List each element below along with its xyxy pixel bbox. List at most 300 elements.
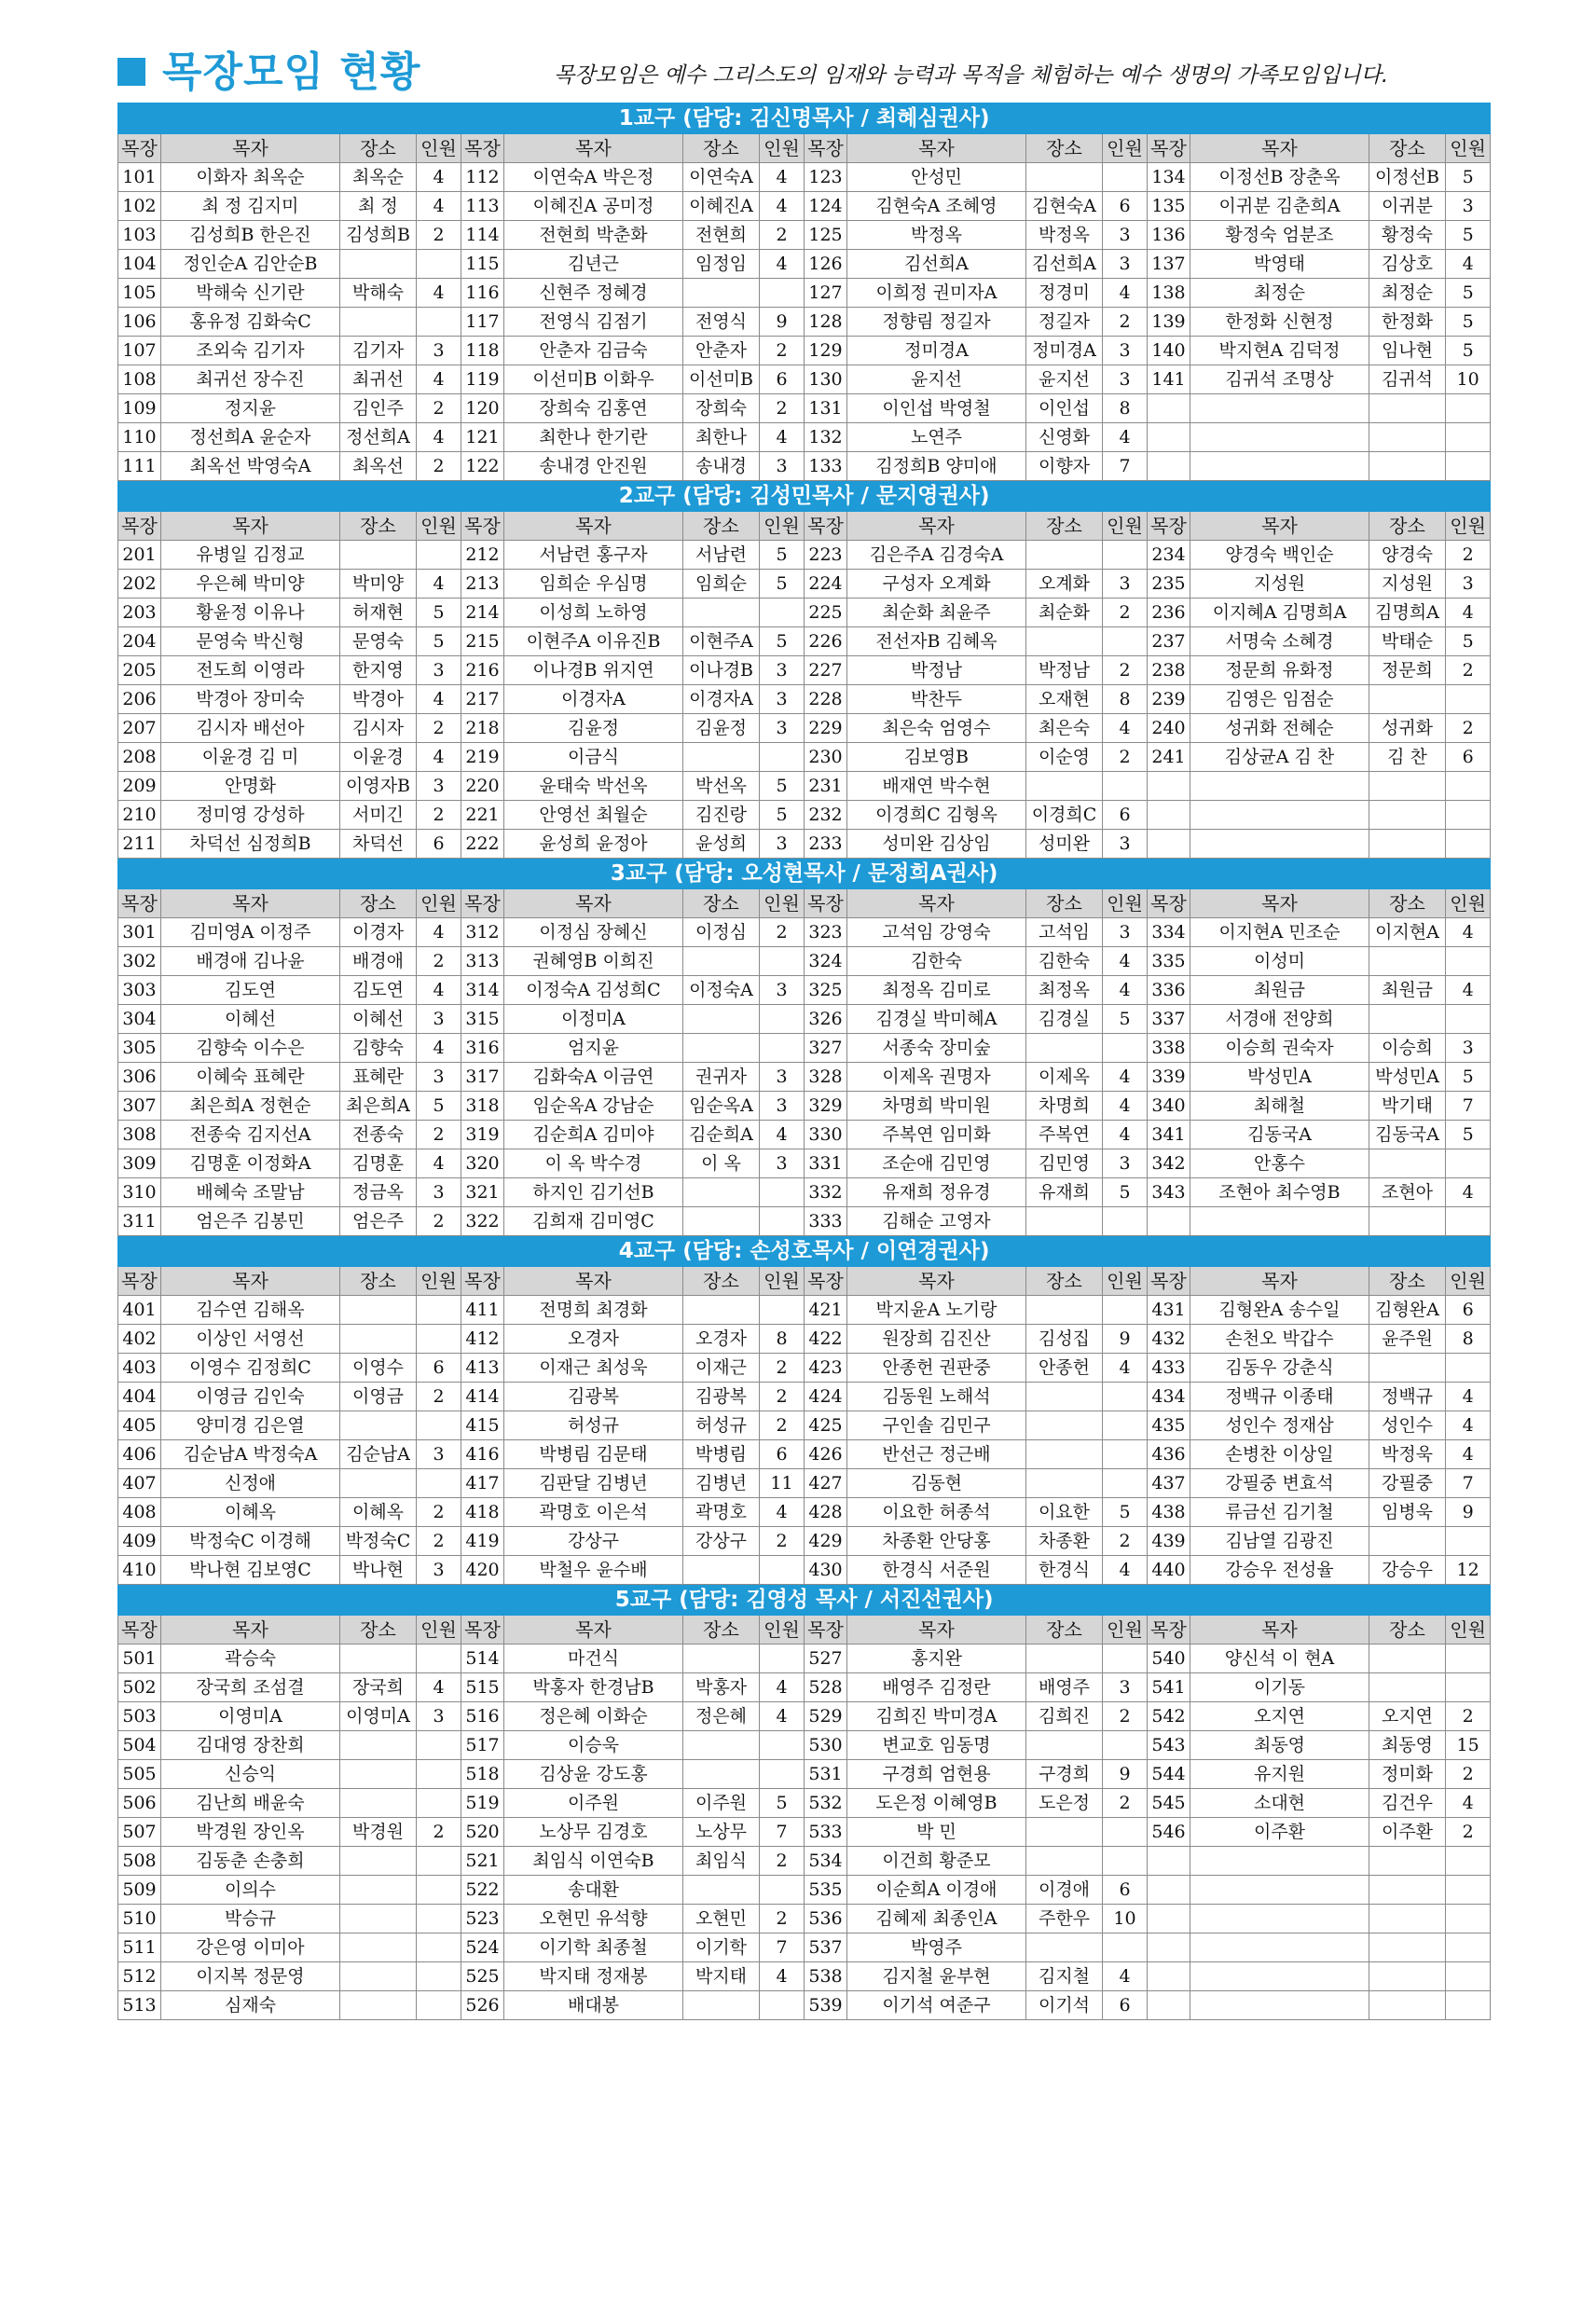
leader-cell: 안종헌 권판중 (847, 1354, 1026, 1383)
group-number-cell: 312 (461, 918, 504, 947)
group-number-cell: 523 (461, 1905, 504, 1934)
leader-cell: 강필중 변효석 (1190, 1469, 1369, 1498)
column-header: 인원 (417, 1616, 461, 1645)
column-header: 목자 (847, 1616, 1026, 1645)
column-header: 장소 (683, 134, 760, 163)
leader-cell: 정인순A 김안순B (161, 250, 340, 279)
leader-cell: 정백규 이종태 (1190, 1383, 1369, 1411)
group-number-cell (1148, 772, 1190, 801)
member-count-cell: 2 (417, 452, 461, 481)
member-count-cell (760, 1645, 805, 1673)
member-count-cell: 3 (417, 1005, 461, 1034)
leader-cell: 유병일 김정교 (161, 541, 340, 570)
place-cell: 이향자 (1026, 452, 1103, 481)
member-count-cell (1103, 1411, 1148, 1440)
member-count-cell: 5 (760, 772, 805, 801)
place-cell (340, 1934, 417, 1962)
member-count-cell: 6 (1103, 1991, 1148, 2020)
place-cell: 김진랑 (683, 801, 760, 830)
table-row (118, 1034, 1491, 1063)
member-count-cell: 4 (417, 570, 461, 599)
place-cell: 김상호 (1369, 250, 1446, 279)
place-cell: 최원금 (1369, 976, 1446, 1005)
leader-cell: 소대현 (1190, 1789, 1369, 1818)
place-cell (1026, 1383, 1103, 1411)
group-number-cell (1148, 1962, 1190, 1991)
district-title-row (118, 1585, 1491, 1616)
leader-cell: 성귀화 전혜순 (1190, 714, 1369, 743)
group-number-cell: 226 (805, 627, 847, 656)
column-header: 인원 (760, 889, 805, 918)
column-header-row (118, 1267, 1491, 1296)
member-count-cell: 4 (1103, 1354, 1148, 1383)
member-count-cell: 4 (760, 1702, 805, 1731)
leader-cell: 강승우 전성율 (1190, 1556, 1369, 1585)
group-number-cell: 545 (1148, 1789, 1190, 1818)
member-count-cell: 3 (1103, 250, 1148, 279)
place-cell (1369, 830, 1446, 859)
member-count-cell: 3 (417, 1440, 461, 1469)
member-count-cell: 2 (417, 1383, 461, 1411)
member-count-cell: 15 (1446, 1731, 1491, 1760)
table-row (118, 1702, 1491, 1731)
group-number-cell: 219 (461, 743, 504, 772)
place-cell (683, 1731, 760, 1760)
place-cell: 김명희A (1369, 599, 1446, 627)
place-cell: 김순남A (340, 1440, 417, 1469)
leader-cell: 최해철 (1190, 1092, 1369, 1121)
member-count-cell (1103, 1645, 1148, 1673)
leader-cell (1190, 1934, 1369, 1962)
group-number-cell: 405 (118, 1411, 161, 1440)
place-cell: 이영수 (340, 1354, 417, 1383)
leader-cell: 박지현A 김덕정 (1190, 337, 1369, 365)
leader-cell: 이지복 정문영 (161, 1962, 340, 1991)
group-number-cell: 525 (461, 1962, 504, 1991)
page-title: 목장모임 현황 (162, 48, 421, 96)
leader-cell: 차명희 박미원 (847, 1092, 1026, 1121)
leader-cell: 이기학 최종철 (504, 1934, 683, 1962)
table-row (118, 452, 1491, 481)
place-cell: 정미화 (1369, 1760, 1446, 1789)
group-number-cell: 540 (1148, 1645, 1190, 1673)
group-number-cell: 212 (461, 541, 504, 570)
leader-cell: 장희숙 김홍연 (504, 394, 683, 423)
column-header-row (118, 134, 1491, 163)
group-number-cell: 526 (461, 1991, 504, 2020)
place-cell (1369, 1149, 1446, 1178)
leader-cell: 박영주 (847, 1934, 1026, 1962)
member-count-cell (1446, 947, 1491, 976)
member-count-cell: 5 (1446, 1063, 1491, 1092)
member-count-cell: 6 (417, 830, 461, 859)
place-cell: 주한우 (1026, 1905, 1103, 1934)
member-count-cell: 3 (760, 1092, 805, 1121)
member-count-cell: 4 (1103, 1092, 1148, 1121)
leader-cell: 노상무 김경호 (504, 1818, 683, 1847)
leader-cell: 이영금 김인숙 (161, 1383, 340, 1411)
column-header: 목장 (118, 512, 161, 541)
member-count-cell (1446, 1673, 1491, 1702)
place-cell: 이주원 (683, 1789, 760, 1818)
leader-cell: 이지현A 민조순 (1190, 918, 1369, 947)
group-number-cell: 227 (805, 656, 847, 685)
leader-cell: 최임식 이연숙B (504, 1847, 683, 1876)
leader-cell: 박경아 장미숙 (161, 685, 340, 714)
table-row (118, 627, 1491, 656)
column-header: 인원 (417, 1267, 461, 1296)
member-count-cell (1446, 394, 1491, 423)
leader-cell: 양신석 이 현A (1190, 1645, 1369, 1673)
table-row (118, 1789, 1491, 1818)
member-count-cell (1446, 1354, 1491, 1383)
member-count-cell (1446, 1847, 1491, 1876)
leader-cell (1190, 1876, 1369, 1905)
leader-cell: 이인섭 박영철 (847, 394, 1026, 423)
leader-cell: 이영미A (161, 1702, 340, 1731)
place-cell: 장국희 (340, 1673, 417, 1702)
place-cell: 임나현 (1369, 337, 1446, 365)
place-cell: 이영금 (340, 1383, 417, 1411)
page-subtitle: 목장모임은 예수 그리스도의 임재와 능력과 목적을 체험하는 예수 생명의 가족모임입니다. (554, 63, 1389, 88)
leader-cell: 김희재 김미영C (504, 1207, 683, 1236)
column-header: 장소 (683, 889, 760, 918)
group-number-cell: 124 (805, 192, 847, 221)
column-header: 장소 (1369, 1616, 1446, 1645)
member-count-cell: 4 (1103, 1962, 1148, 1991)
group-number-cell: 118 (461, 337, 504, 365)
member-count-cell: 3 (417, 1063, 461, 1092)
member-count-cell (760, 1760, 805, 1789)
leader-cell: 이순희A 이경애 (847, 1876, 1026, 1905)
table-row (118, 1178, 1491, 1207)
leader-cell: 이주환 (1190, 1818, 1369, 1847)
member-count-cell: 2 (417, 947, 461, 976)
member-count-cell: 7 (760, 1818, 805, 1847)
member-count-cell: 5 (1103, 1498, 1148, 1527)
column-header: 목장 (118, 134, 161, 163)
group-number-cell: 139 (1148, 308, 1190, 337)
place-cell: 신영화 (1026, 423, 1103, 452)
column-header-row (118, 512, 1491, 541)
place-cell: 최은숙 (1026, 714, 1103, 743)
place-cell (1369, 1847, 1446, 1876)
leader-cell: 지성원 (1190, 570, 1369, 599)
place-cell: 최정옥 (1026, 976, 1103, 1005)
place-cell: 조현아 (1369, 1178, 1446, 1207)
leader-cell: 김화숙A 이금연 (504, 1063, 683, 1092)
group-number-cell (1148, 1207, 1190, 1236)
table-row (118, 250, 1491, 279)
place-cell: 최동영 (1369, 1731, 1446, 1760)
place-cell (1026, 1731, 1103, 1760)
group-number-cell: 517 (461, 1731, 504, 1760)
column-header: 장소 (340, 512, 417, 541)
member-count-cell (417, 1905, 461, 1934)
place-cell: 정경미 (1026, 279, 1103, 308)
member-count-cell: 2 (1446, 1702, 1491, 1731)
member-count-cell (1446, 1207, 1491, 1236)
group-number-cell: 412 (461, 1325, 504, 1354)
member-count-cell: 2 (760, 1905, 805, 1934)
group-number-cell: 338 (1148, 1034, 1190, 1063)
member-count-cell (1103, 1469, 1148, 1498)
group-number-cell: 404 (118, 1383, 161, 1411)
place-cell (683, 1005, 760, 1034)
column-header: 목자 (1190, 512, 1369, 541)
place-cell: 이요한 (1026, 1498, 1103, 1527)
group-number-cell: 306 (118, 1063, 161, 1092)
group-number-cell: 336 (1148, 976, 1190, 1005)
member-count-cell: 5 (1103, 1005, 1148, 1034)
place-cell (1369, 394, 1446, 423)
place-cell (683, 599, 760, 627)
group-number-cell: 112 (461, 163, 504, 192)
place-cell (1369, 1876, 1446, 1905)
member-count-cell: 3 (417, 337, 461, 365)
place-cell: 도은정 (1026, 1789, 1103, 1818)
leader-cell: 구인솔 김민구 (847, 1411, 1026, 1440)
table-row (118, 1818, 1491, 1847)
leader-cell: 임희순 우심명 (504, 570, 683, 599)
member-count-cell: 6 (1103, 1876, 1148, 1905)
column-header: 인원 (1446, 134, 1491, 163)
place-cell (340, 1991, 417, 2020)
leader-cell: 이성희 노하영 (504, 599, 683, 627)
place-cell: 최 정 (340, 192, 417, 221)
group-number-cell: 221 (461, 801, 504, 830)
leader-cell: 이요한 허종석 (847, 1498, 1026, 1527)
leader-cell: 박 민 (847, 1818, 1026, 1847)
group-number-cell: 210 (118, 801, 161, 830)
group-number-cell: 320 (461, 1149, 504, 1178)
member-count-cell: 5 (760, 1789, 805, 1818)
group-number-cell: 204 (118, 627, 161, 656)
leader-cell: 최 정 김지미 (161, 192, 340, 221)
group-number-cell: 329 (805, 1092, 847, 1121)
column-header: 목자 (161, 512, 340, 541)
column-header: 장소 (340, 134, 417, 163)
leader-cell: 김해순 고영자 (847, 1207, 1026, 1236)
group-number-cell: 206 (118, 685, 161, 714)
member-count-cell: 4 (1103, 423, 1148, 452)
place-cell: 엄은주 (340, 1207, 417, 1236)
place-cell (1369, 772, 1446, 801)
leader-cell (1190, 830, 1369, 859)
group-number-cell: 543 (1148, 1731, 1190, 1760)
member-count-cell (417, 1991, 461, 2020)
group-number-cell: 501 (118, 1645, 161, 1673)
leader-cell: 박지태 정재봉 (504, 1962, 683, 1991)
place-cell: 정금옥 (340, 1178, 417, 1207)
group-number-cell: 402 (118, 1325, 161, 1354)
group-number-cell: 117 (461, 308, 504, 337)
group-number-cell: 314 (461, 976, 504, 1005)
leader-cell: 오경자 (504, 1325, 683, 1354)
leader-cell: 임순옥A 강남순 (504, 1092, 683, 1121)
place-cell: 김순희A (683, 1121, 760, 1149)
place-cell: 박정옥 (1026, 221, 1103, 250)
column-header: 목장 (118, 1267, 161, 1296)
column-header: 목자 (847, 512, 1026, 541)
member-count-cell (417, 1847, 461, 1876)
member-count-cell: 9 (760, 308, 805, 337)
group-number-cell: 217 (461, 685, 504, 714)
member-count-cell (417, 1876, 461, 1905)
group-number-cell: 215 (461, 627, 504, 656)
member-count-cell: 4 (1446, 918, 1491, 947)
leader-cell (1190, 801, 1369, 830)
leader-cell: 엄지윤 (504, 1034, 683, 1063)
place-cell: 이혜진A (683, 192, 760, 221)
column-header: 목장 (805, 1267, 847, 1296)
place-cell (340, 1469, 417, 1498)
leader-cell: 황윤정 이유나 (161, 599, 340, 627)
place-cell: 전현희 (683, 221, 760, 250)
district-title: 1교구 (담당: 김신명목사 / 최혜심권사) (118, 103, 1491, 134)
place-cell: 강상구 (683, 1527, 760, 1556)
member-count-cell: 5 (1446, 221, 1491, 250)
leader-cell: 박승규 (161, 1905, 340, 1934)
group-number-cell: 546 (1148, 1818, 1190, 1847)
member-count-cell: 2 (760, 1383, 805, 1411)
place-cell: 최순화 (1026, 599, 1103, 627)
leader-cell: 김선희A (847, 250, 1026, 279)
member-count-cell: 2 (417, 714, 461, 743)
place-cell: 양경숙 (1369, 541, 1446, 570)
member-count-cell (1103, 1383, 1148, 1411)
group-number-cell: 213 (461, 570, 504, 599)
place-cell: 정은혜 (683, 1702, 760, 1731)
member-count-cell (1446, 830, 1491, 859)
leader-cell: 김명훈 이정화A (161, 1149, 340, 1178)
column-header: 장소 (1026, 512, 1103, 541)
place-cell: 송내경 (683, 452, 760, 481)
member-count-cell: 3 (1103, 830, 1148, 859)
group-number-cell: 537 (805, 1934, 847, 1962)
member-count-cell: 2 (1446, 714, 1491, 743)
member-count-cell (760, 1178, 805, 1207)
column-header: 목자 (161, 1616, 340, 1645)
member-count-cell: 2 (1446, 1818, 1491, 1847)
member-count-cell: 2 (760, 918, 805, 947)
group-number-cell: 304 (118, 1005, 161, 1034)
leader-cell (1190, 1847, 1369, 1876)
place-cell: 한지영 (340, 656, 417, 685)
place-cell: 이연숙A (683, 163, 760, 192)
table-row (118, 423, 1491, 452)
column-header: 장소 (1026, 1267, 1103, 1296)
leader-cell: 성미완 김상임 (847, 830, 1026, 859)
member-count-cell: 4 (417, 1034, 461, 1063)
place-cell (1369, 1354, 1446, 1383)
group-number-cell: 209 (118, 772, 161, 801)
place-cell: 김향숙 (340, 1034, 417, 1063)
group-number-cell: 418 (461, 1498, 504, 1527)
member-count-cell (760, 1556, 805, 1585)
place-cell (340, 1905, 417, 1934)
member-count-cell: 4 (760, 1121, 805, 1149)
place-cell: 오현민 (683, 1905, 760, 1934)
member-count-cell (760, 947, 805, 976)
table-row (118, 1847, 1491, 1876)
group-number-cell: 504 (118, 1731, 161, 1760)
leader-cell: 이재근 최성욱 (504, 1354, 683, 1383)
table-row (118, 541, 1491, 570)
group-number-cell: 116 (461, 279, 504, 308)
column-header: 장소 (1369, 1267, 1446, 1296)
place-cell: 김시자 (340, 714, 417, 743)
district-title: 2교구 (담당: 김성민목사 / 문지영권사) (118, 481, 1491, 512)
member-count-cell: 5 (760, 627, 805, 656)
table-row (118, 1063, 1491, 1092)
member-count-cell: 3 (760, 1149, 805, 1178)
table-row (118, 1354, 1491, 1383)
place-cell (1026, 163, 1103, 192)
member-count-cell: 6 (1103, 801, 1148, 830)
place-cell: 김경실 (1026, 1005, 1103, 1034)
place-cell: 이현주A (683, 627, 760, 656)
member-count-cell: 3 (760, 1063, 805, 1092)
leader-cell: 곽명호 이은석 (504, 1498, 683, 1527)
group-number-cell: 536 (805, 1905, 847, 1934)
group-number-cell: 105 (118, 279, 161, 308)
place-cell: 윤성희 (683, 830, 760, 859)
table-row (118, 1905, 1491, 1934)
table-row (118, 1325, 1491, 1354)
leader-cell: 이연숙A 박은정 (504, 163, 683, 192)
member-count-cell (1446, 1962, 1491, 1991)
place-cell (1369, 1005, 1446, 1034)
member-count-cell (417, 1789, 461, 1818)
place-cell: 박정욱 (1369, 1440, 1446, 1469)
group-number-cell: 311 (118, 1207, 161, 1236)
district-title: 4교구 (담당: 손성호목사 / 이연경권사) (118, 1236, 1491, 1267)
group-number-cell: 534 (805, 1847, 847, 1876)
group-number-cell: 317 (461, 1063, 504, 1092)
place-cell (340, 1962, 417, 1991)
member-count-cell: 2 (417, 394, 461, 423)
leader-cell: 강은영 이미아 (161, 1934, 340, 1962)
place-cell: 정길자 (1026, 308, 1103, 337)
leader-cell: 윤성희 윤정아 (504, 830, 683, 859)
place-cell (683, 1876, 760, 1905)
table-row (118, 947, 1491, 976)
member-count-cell: 4 (1446, 1440, 1491, 1469)
table-row (118, 685, 1491, 714)
member-count-cell: 7 (760, 1934, 805, 1962)
leader-cell: 서남련 홍구자 (504, 541, 683, 570)
place-cell (340, 541, 417, 570)
place-cell: 김동국A (1369, 1121, 1446, 1149)
group-number-cell: 435 (1148, 1411, 1190, 1440)
place-cell: 김 찬 (1369, 743, 1446, 772)
column-header: 목자 (161, 1267, 340, 1296)
place-cell (1369, 1934, 1446, 1962)
member-count-cell: 4 (1103, 1121, 1148, 1149)
group-number-cell: 239 (1148, 685, 1190, 714)
leader-cell: 이 옥 박수경 (504, 1149, 683, 1178)
group-number-cell: 520 (461, 1818, 504, 1847)
member-count-cell (1446, 1991, 1491, 2020)
place-cell (1369, 1673, 1446, 1702)
place-cell: 이영자B (340, 772, 417, 801)
member-count-cell: 2 (1103, 1527, 1148, 1556)
leader-cell: 손천오 박갑수 (1190, 1325, 1369, 1354)
table-row (118, 1673, 1491, 1702)
leader-cell: 이혜선 (161, 1005, 340, 1034)
member-count-cell: 2 (417, 1121, 461, 1149)
